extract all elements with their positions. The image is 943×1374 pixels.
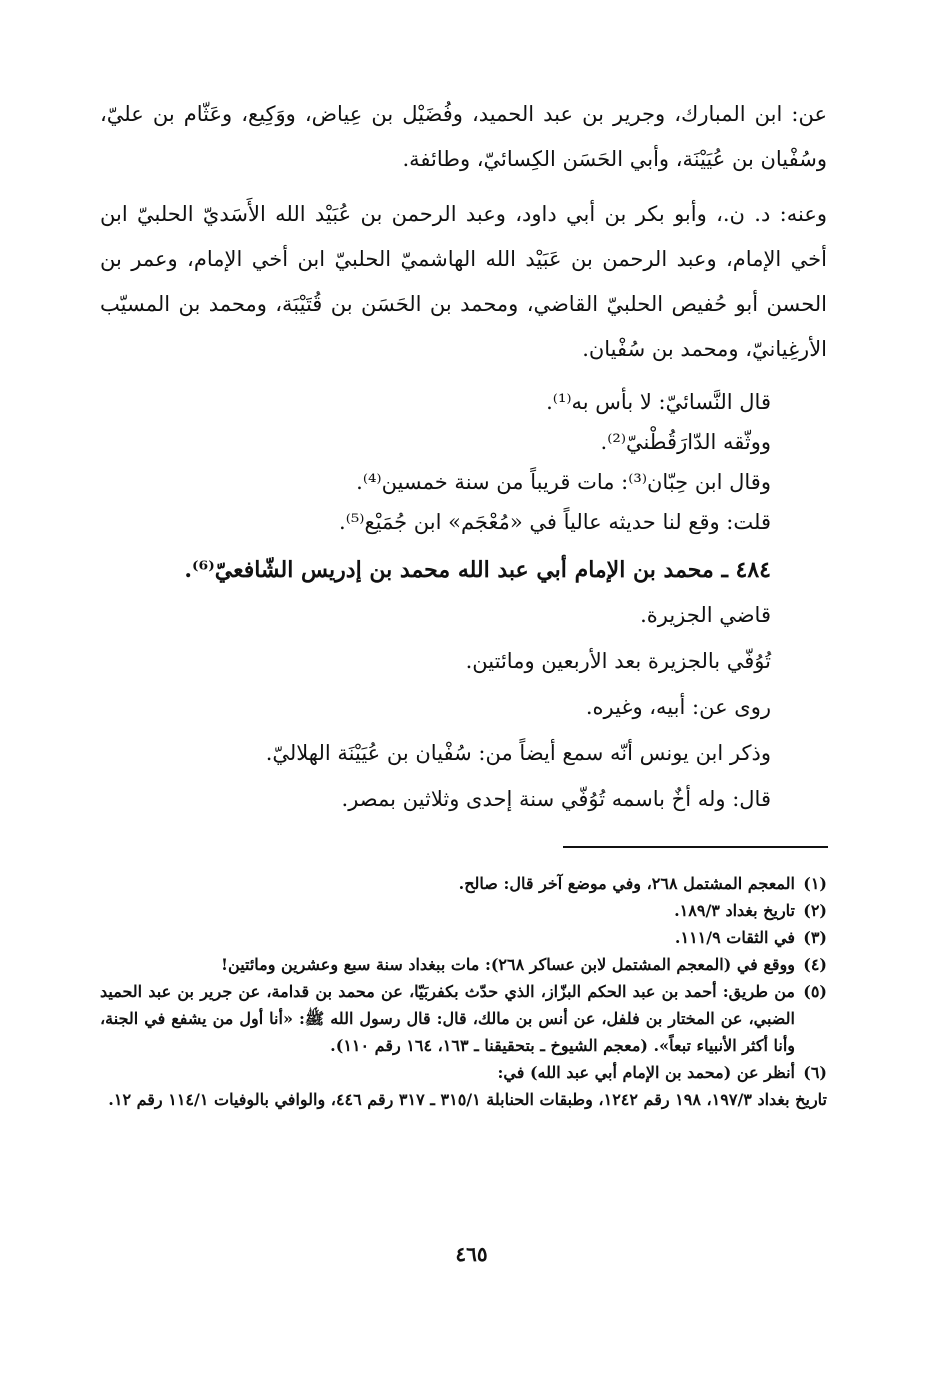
footnote-number: (٤) <box>803 955 827 974</box>
footnote-text: من طريق: أحمد بن عبد الحكم البزّاز، الذي حدّث بكفربَيّا، عن محمد بن قدامة، عن جرير بن عبد الحميد الضبي، عن المختار بن فلفل، عن أنس بن مالك، قال: قال رسول الله ﷺ: «أنا أول من يشفع في الجنة، وأنا أكثر الأنبياء تبعاً». (معجم الشيوخ ـ بتحقيقنا ـ ١٦٣، ١٦٤ رقم ١١٠). <box>100 982 795 1055</box>
footnote <box>100 978 827 1059</box>
footnote-number: (٥) <box>803 982 827 1001</box>
footnote-text: ووقع في (المعجم المشتمل لابن عساكر ٢٦٨): مات ببغداد سنة سبع وعشرين ومائتين! <box>220 955 795 974</box>
daraqutni-line: ووثّقه الدّارَقُطْنيّ⁽²⁾. <box>600 430 771 454</box>
footnote-number: (٣) <box>803 928 827 947</box>
teachers-paragraph: عن: ابن المبارك، وجرير بن عبد الحميد، وفُضَيْل بن عِياض، ووَكِيع، وعَثّام بن عليّ، وسُفْيان بن عُيَيْنَة، وأبي الحَسَن الكِسائيّ، وطائفة. <box>100 102 827 171</box>
author-note-line: قلت: وقع لنا حديثه عالياً في «مُعْجَم» ابن جُمَيْع⁽⁵⁾. <box>339 510 771 534</box>
footnote <box>100 951 827 978</box>
footnote-text: المعجم المشتمل ٢٦٨، وفي موضع آخر قال: صالح. <box>458 874 795 893</box>
footnote <box>100 897 827 924</box>
footnote-number: (١) <box>803 874 827 893</box>
footnote-continuation: تاريخ بغداد ١٩٧/٣، ١٩٨ رقم ١٢٤٢، وطبقات الحنابلة ٣١٥/١ ـ ٣١٧ رقم ٤٤٦، والوافي بالوفيات ١١٤/١ رقم ١٢. <box>108 1090 827 1109</box>
footnote <box>100 924 827 951</box>
entry-line-narrated: روى عن: أبيه، وغيره. <box>585 695 771 719</box>
footnote-number: (٦) <box>803 1063 827 1082</box>
entry-line-brother: قال: وله أخٌ باسمه تُوُفّي سنة إحدى وثلاثين بمصر. <box>341 787 771 811</box>
footnote-divider <box>563 846 828 848</box>
entry-line-death: تُوُفّي بالجزيرة بعد الأربعين ومائتين. <box>465 649 771 673</box>
footnote <box>100 870 827 897</box>
page-number: ٤٦٥ <box>455 1242 488 1266</box>
footnote-text: في الثقات ١١١/٩. <box>674 928 795 947</box>
footnote-number: (٢) <box>803 901 827 920</box>
students-paragraph: وعنه: د. ن.، وأبو بكر بن أبي داود، وعبد الرحمن بن عُبَيْد الله الأَسَديّ الحلبيّ ابن أخي الإمام، وعبد الرحمن بن عَبَيْد الله الهاشميّ الحلبيّ ابن أخي الإمام، وعمر بن الحسن أبو حُفيص الحلبيّ القاضي، ومحمد بن الحَسَن بن قُتَيْبَة، ومحمد بن المسيّب الأرغِيانيّ، ومحمد بن سُفْيان. <box>100 202 827 361</box>
ibn-hibban-line: وقال ابن حِبّان⁽³⁾: مات قريباً من سنة خمسين⁽⁴⁾. <box>356 470 771 494</box>
nasai-line: قال النَّسائيّ: لا بأس به⁽¹⁾. <box>546 390 771 414</box>
footnote <box>100 1059 827 1086</box>
entry-heading: ٤٨٤ ـ محمد بن الإمام أبي عبد الله محمد بن إدريس الشّافعيّ⁽⁶⁾. <box>184 557 771 583</box>
entry-line-judge: قاضي الجزيرة. <box>640 603 771 627</box>
footnote-text: أنظر عن (محمد بن الإمام أبي عبد الله) في: <box>497 1063 795 1082</box>
main-text <box>100 92 827 822</box>
footnotes <box>100 870 827 1113</box>
entry-line-ibn-yunus: وذكر ابن يونس أنّه سمع أيضاً من: سُفْيان بن عُيَيْنَة الهلاليّ. <box>265 741 771 765</box>
footnote-text: تاريخ بغداد ١٨٩/٣. <box>674 901 795 920</box>
